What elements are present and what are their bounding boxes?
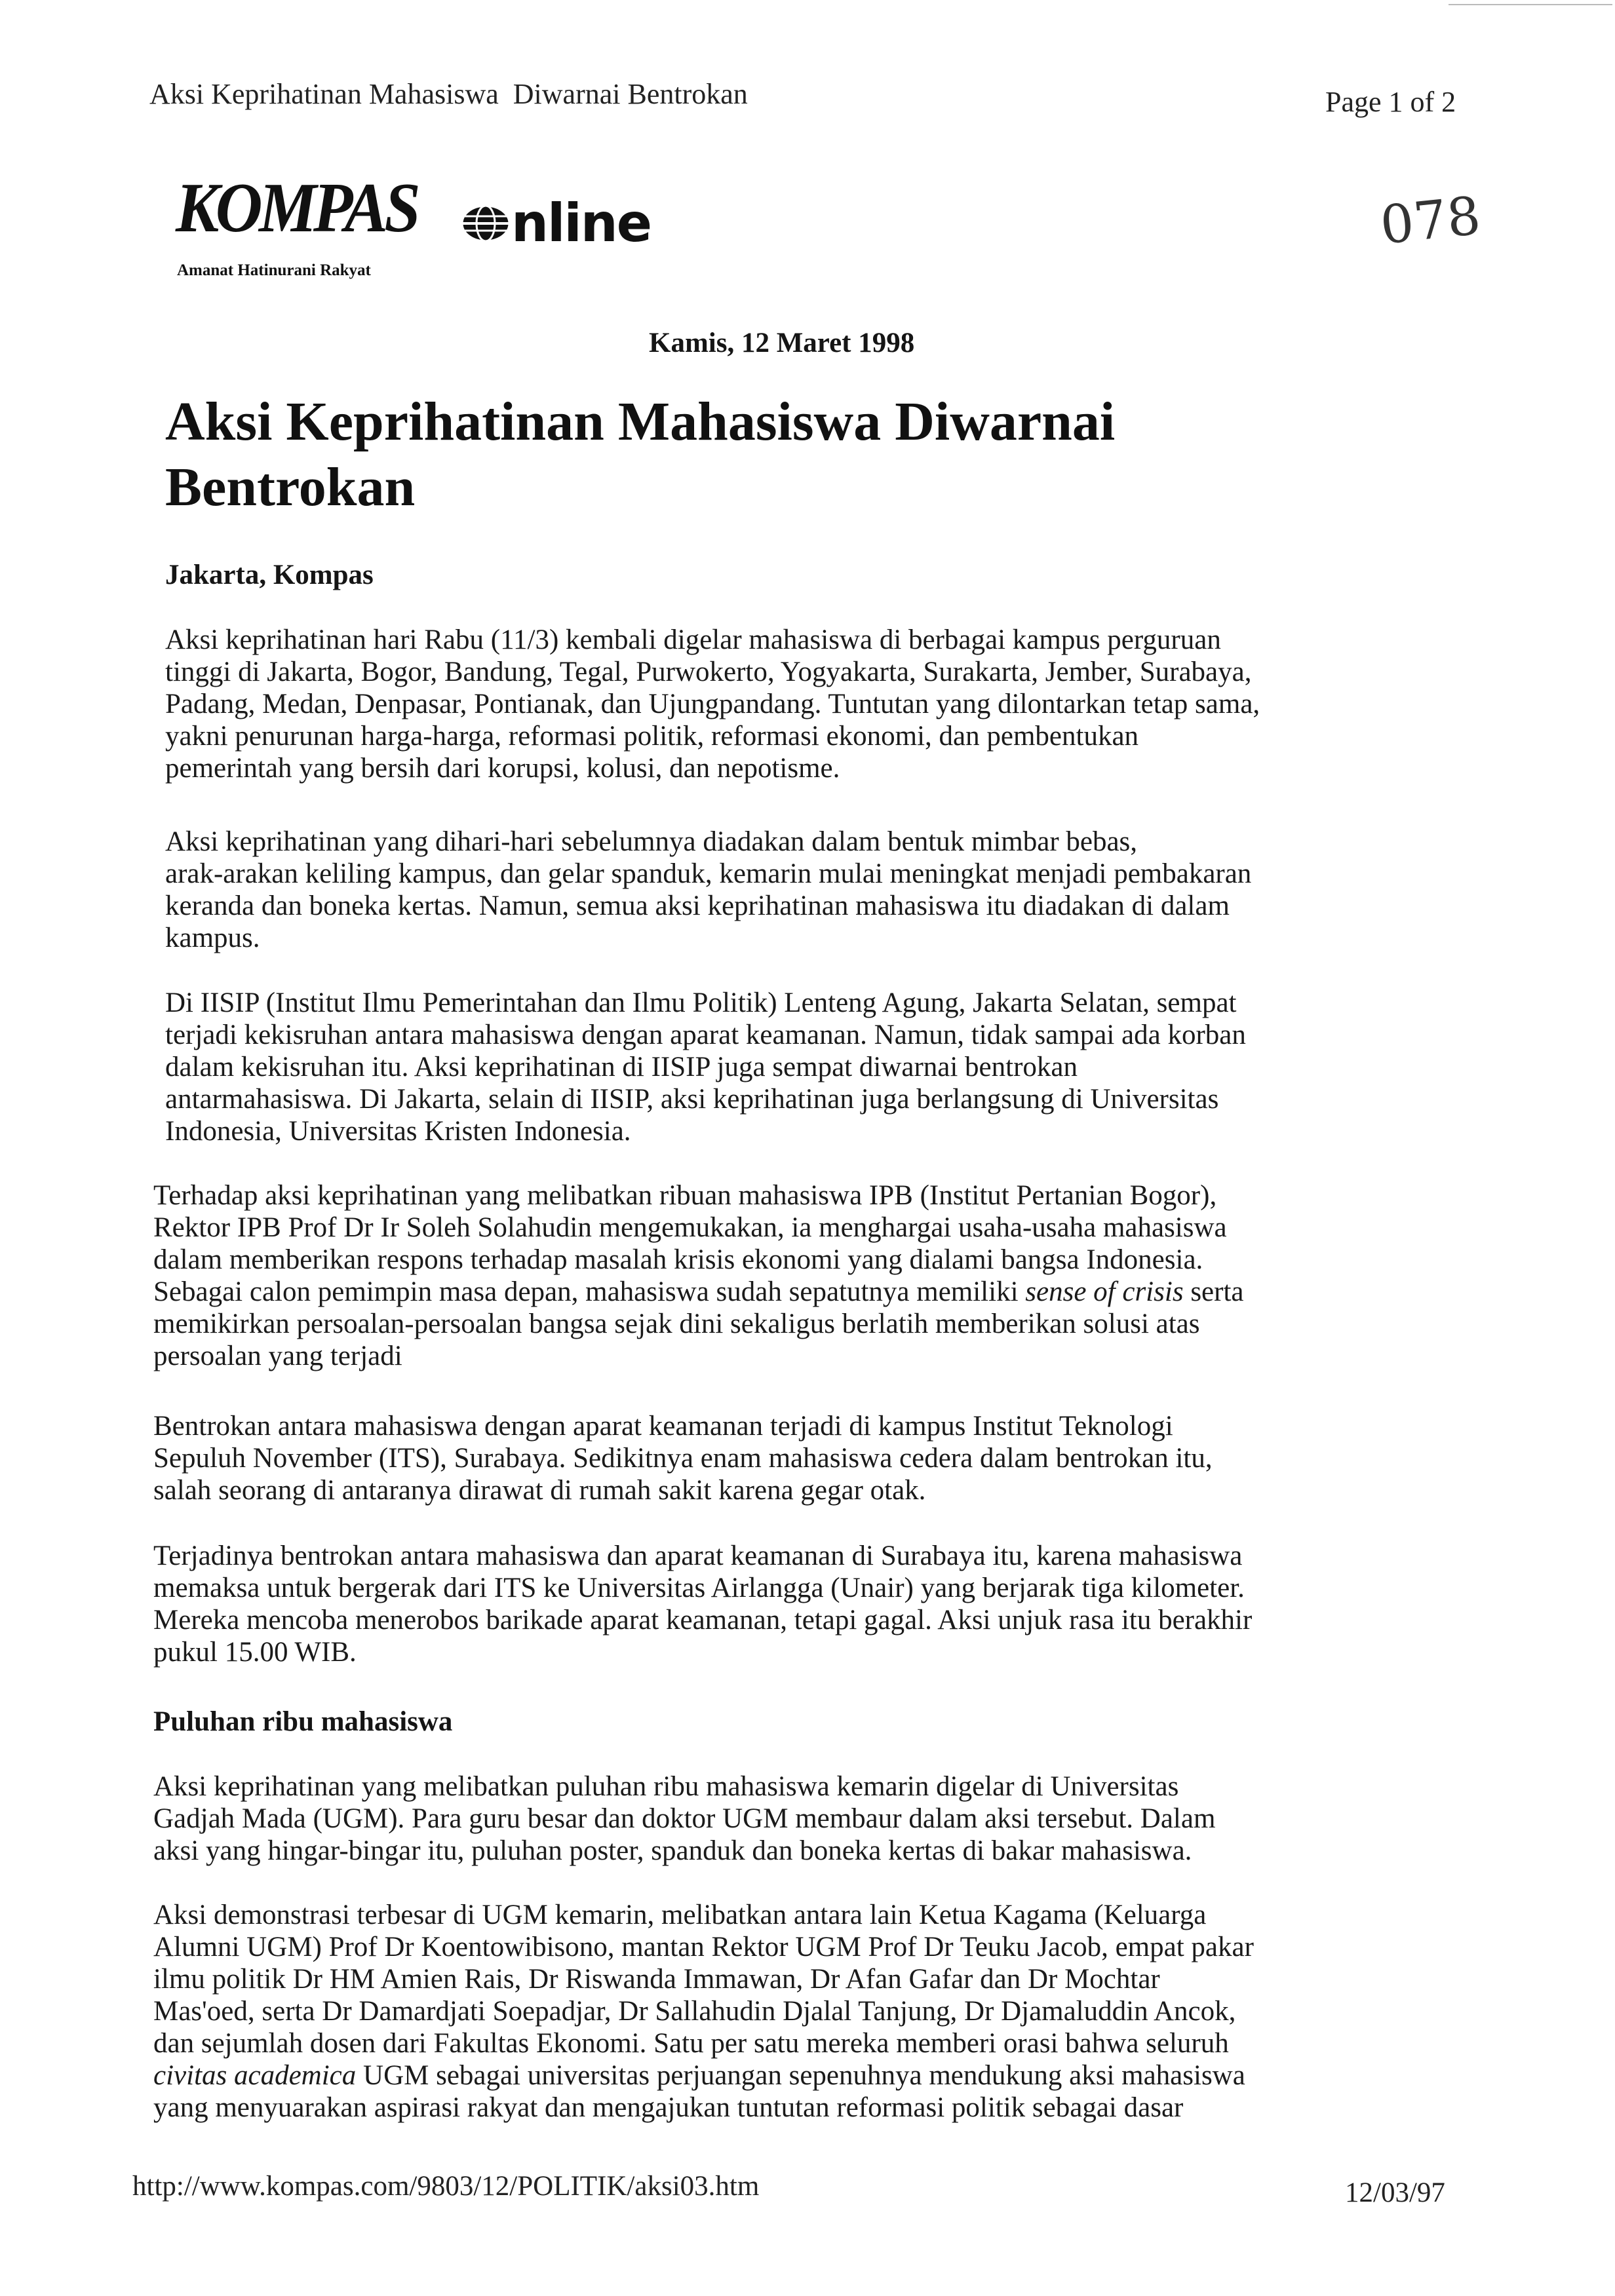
footer-url: http://www.kompas.com/9803/12/POLITIK/aksi03.htm [132,2171,760,2202]
text-line: Bentrokan antara mahasiswa dengan aparat keamanan terjadi di kampus Institut Teknologi [153,1411,1173,1442]
text-line: civitas academica UGM sebagai universitas perjuangan sepenuhnya mendukung aksi mahasiswa [153,2060,1245,2091]
handwritten-mark: 078 [1377,185,1484,256]
text-line: Mereka mencoba menerobos barikade aparat keamanan, tetapi gagal. Aksi unjuk rasa itu berakhir [153,1605,1253,1636]
text-line: dan sejumlah dosen dari Fakultas Ekonomi. Satu per satu mereka memberi orasi bahwa seluruh [153,2028,1229,2059]
kompas-logo: KOMPAS [176,169,418,247]
text-line: aksi yang hingar-bingar itu, puluhan poster, spanduk dan boneka kertas di bakar mahasiswa. [153,1835,1192,1866]
article-paragraph [153,1899,1431,2124]
page-number: Page 1 of 2 [1325,86,1456,118]
italic-phrase: sense of crisis [1025,1276,1184,1307]
text-line: terjadi kekisruhan antara mahasiswa dengan aparat keamanan. Namun, tidak sampai ada korban [165,1020,1246,1050]
footer-date: 12/03/97 [1345,2177,1445,2208]
italic-phrase: civitas academica [153,2060,357,2091]
scan-edge-line [1449,4,1612,5]
article-paragraph [153,1179,1431,1372]
text-line: Aksi keprihatinan yang dihari-hari sebelumnya diadakan dalam bentuk mimbar bebas, [165,826,1138,857]
text-line: Aksi demonstrasi terbesar di UGM kemarin, melibatkan antara lain Ketua Kagama (Keluarga [153,1900,1207,1930]
text-line: pukul 15.00 WIB. [153,1637,357,1668]
online-wordmark: nline [511,193,652,254]
article-title [165,389,1115,520]
online-logo [460,194,651,253]
text-line: ilmu politik Dr HM Amien Rais, Dr Riswanda Immawan, Dr Afan Gafar dan Dr Mochtar [153,1964,1160,1995]
text-line: Terjadinya bentrokan antara mahasiswa dan aparat keamanan di Surabaya itu, karena mahasiswa [153,1540,1243,1571]
text-line: dalam memberikan respons terhadap masalah krisis ekonomi yang dialami bangsa Indonesia. [153,1244,1203,1275]
text-line: yang menyuarakan aspirasi rakyat dan mengajukan tuntutan reformasi politik sebagai dasar [153,2092,1184,2123]
text-line: memaksa untuk bergerak dari ITS ke Universitas Airlangga (Unair) yang berjarak tiga kilometer. [153,1573,1245,1603]
text-line: Mas'oed, serta Dr Damardjati Soepadjar, Dr Sallahudin Djalal Tanjung, Dr Djamaluddin Ancok, [153,1996,1236,2027]
text-line: Aksi keprihatinan hari Rabu (11/3) kembali digelar mahasiswa di berbagai kampus perguruan [165,624,1221,655]
byline: Jakarta, Kompas [165,560,374,590]
article-paragraph [165,826,1443,954]
text-line: tinggi di Jakarta, Bogor, Bandung, Tegal, Purwokerto, Yogyakarta, Surakarta, Jember, Surabaya, [165,657,1252,687]
article-paragraph [153,1410,1431,1506]
text-line: salah seorang di antaranya dirawat di rumah sakit karena gegar otak. [153,1475,926,1506]
article-paragraph [165,987,1443,1147]
article-date: Kamis, 12 Maret 1998 [649,328,915,358]
section-subhead: Puluhan ribu mahasiswa [153,1706,453,1737]
article-title-line: Aksi Keprihatinan Mahasiswa Diwarnai [165,391,1116,452]
text-line: yakni penurunan harga-harga, reformasi politik, reformasi ekonomi, dan pembentukan [165,721,1139,752]
text-line: arak-arakan keliling kampus, dan gelar spanduk, kemarin mulai meningkat menjadi pembakaran [165,858,1252,889]
text-line: Terhadap aksi keprihatinan yang melibatkan ribuan mahasiswa IPB (Institut Pertanian Bogor), [153,1180,1217,1211]
article-paragraph [165,624,1443,784]
text-line: Rektor IPB Prof Dr Ir Soleh Solahudin mengemukakan, ia menghargai usaha-usaha mahasiswa [153,1212,1227,1243]
text-line: antarmahasiswa. Di Jakarta, selain di IISIP, aksi keprihatinan juga berlangsung di Universitas [165,1084,1219,1115]
text-line: Padang, Medan, Denpasar, Pontianak, dan Ujungpandang. Tuntutan yang dilontarkan tetap sama, [165,689,1260,719]
text-line: Alumni UGM) Prof Dr Koentowibisono, mantan Rektor UGM Prof Dr Teuku Jacob, empat pakar [153,1932,1254,1962]
article-paragraph [153,1770,1431,1867]
article-title-line: Bentrokan [165,457,416,518]
text-line: Aksi keprihatinan yang melibatkan puluhan ribu mahasiswa kemarin digelar di Universitas [153,1771,1179,1802]
text-line: dalam kekisruhan itu. Aksi keprihatinan di IISIP juga sempat diwarnai bentrokan [165,1052,1078,1082]
text-line: Sebagai calon pemimpin masa depan, mahasiswa sudah sepatutnya memiliki sense of crisis serta [153,1276,1244,1307]
text-line: pemerintah yang bersih dari korupsi, kolusi, dan nepotisme. [165,753,840,784]
text-line: Indonesia, Universitas Kristen Indonesia. [165,1116,631,1147]
text-line: memikirkan persoalan-persoalan bangsa sejak dini sekaligus berlatih memberikan solusi atas [153,1309,1200,1339]
text-line: Gadjah Mada (UGM). Para guru besar dan doktor UGM membaur dalam aksi tersebut. Dalam [153,1803,1216,1834]
globe-icon [460,203,511,244]
text-line: keranda dan boneka kertas. Namun, semua aksi keprihatinan mahasiswa itu diadakan di dalam [165,890,1230,921]
page-header-title: Aksi Keprihatinan Mahasiswa Diwarnai Bentrokan [149,78,748,110]
text-line: kampus. [165,923,260,953]
article-paragraph [153,1540,1431,1668]
text-line: persoalan yang terjadi [153,1341,402,1371]
kompas-tagline: Amanat Hatinurani Rakyat [177,261,371,279]
text-line: Di IISIP (Institut Ilmu Pemerintahan dan Ilmu Politik) Lenteng Agung, Jakarta Selatan, sempat [165,987,1237,1018]
text-line: Sepuluh November (ITS), Surabaya. Sedikitnya enam mahasiswa cedera dalam bentrokan itu, [153,1443,1213,1474]
